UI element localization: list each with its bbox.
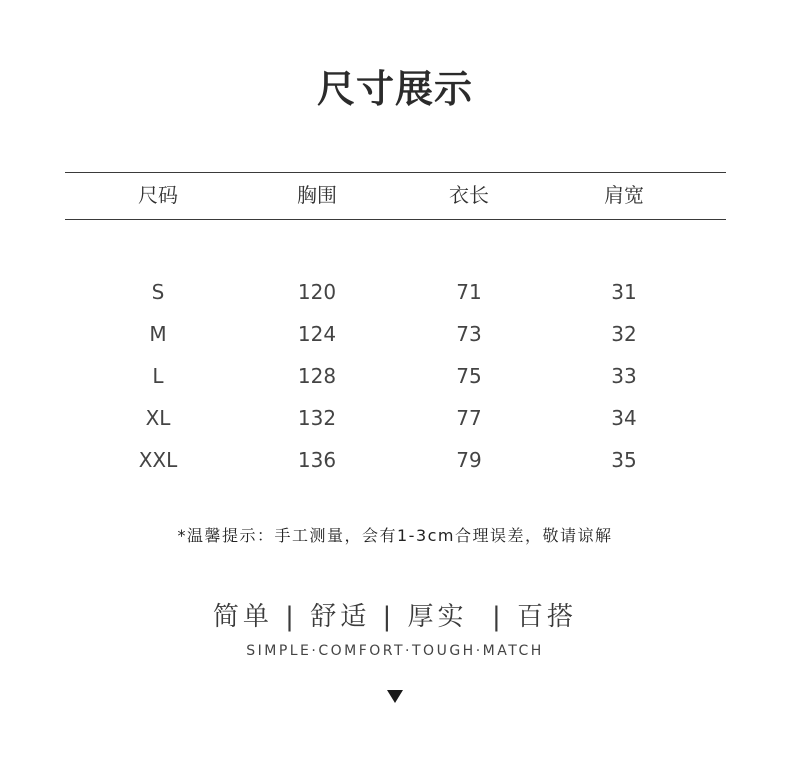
- length-cell: 75: [456, 364, 482, 388]
- shoulder-cell: 33: [611, 364, 637, 388]
- header-chest: 胸围: [297, 183, 337, 207]
- down-triangle-icon: [387, 690, 403, 703]
- shoulder-cell: 34: [611, 406, 637, 430]
- feature-subline: SIMPLE·COMFORT·TOUGH·MATCH: [246, 643, 544, 659]
- table-row: [0, 403, 790, 433]
- feature-tagline: 简单 | 舒适 | 厚实 | 百搭: [212, 602, 578, 632]
- size-table-header: [0, 180, 790, 210]
- table-top-rule: [65, 172, 726, 173]
- header-size: 尺码: [138, 183, 178, 207]
- table-row: [0, 445, 790, 475]
- shoulder-cell: 35: [611, 448, 637, 472]
- chest-cell: 124: [297, 322, 337, 346]
- chest-cell: 120: [297, 280, 337, 304]
- header-length: 衣长: [449, 183, 489, 207]
- length-cell: 71: [456, 280, 482, 304]
- measurement-note: *温馨提示：手工测量，会有1-3cm合理误差，敬请谅解: [177, 526, 613, 545]
- size-cell: XL: [145, 406, 171, 430]
- table-row: [0, 361, 790, 391]
- table-header-rule: [65, 219, 726, 220]
- size-cell: L: [152, 364, 164, 388]
- table-row: [0, 319, 790, 349]
- shoulder-cell: 32: [611, 322, 637, 346]
- length-cell: 79: [456, 448, 482, 472]
- page-title: 尺寸展示: [316, 67, 473, 111]
- size-cell: S: [151, 280, 165, 304]
- shoulder-cell: 31: [611, 280, 637, 304]
- chest-cell: 136: [297, 448, 337, 472]
- size-cell: M: [149, 322, 167, 346]
- chest-cell: 132: [297, 406, 337, 430]
- size-cell: XXL: [138, 448, 178, 472]
- length-cell: 77: [456, 406, 482, 430]
- table-row: [0, 277, 790, 307]
- chest-cell: 128: [297, 364, 337, 388]
- header-shoulder: 肩宽: [604, 183, 644, 207]
- length-cell: 73: [456, 322, 482, 346]
